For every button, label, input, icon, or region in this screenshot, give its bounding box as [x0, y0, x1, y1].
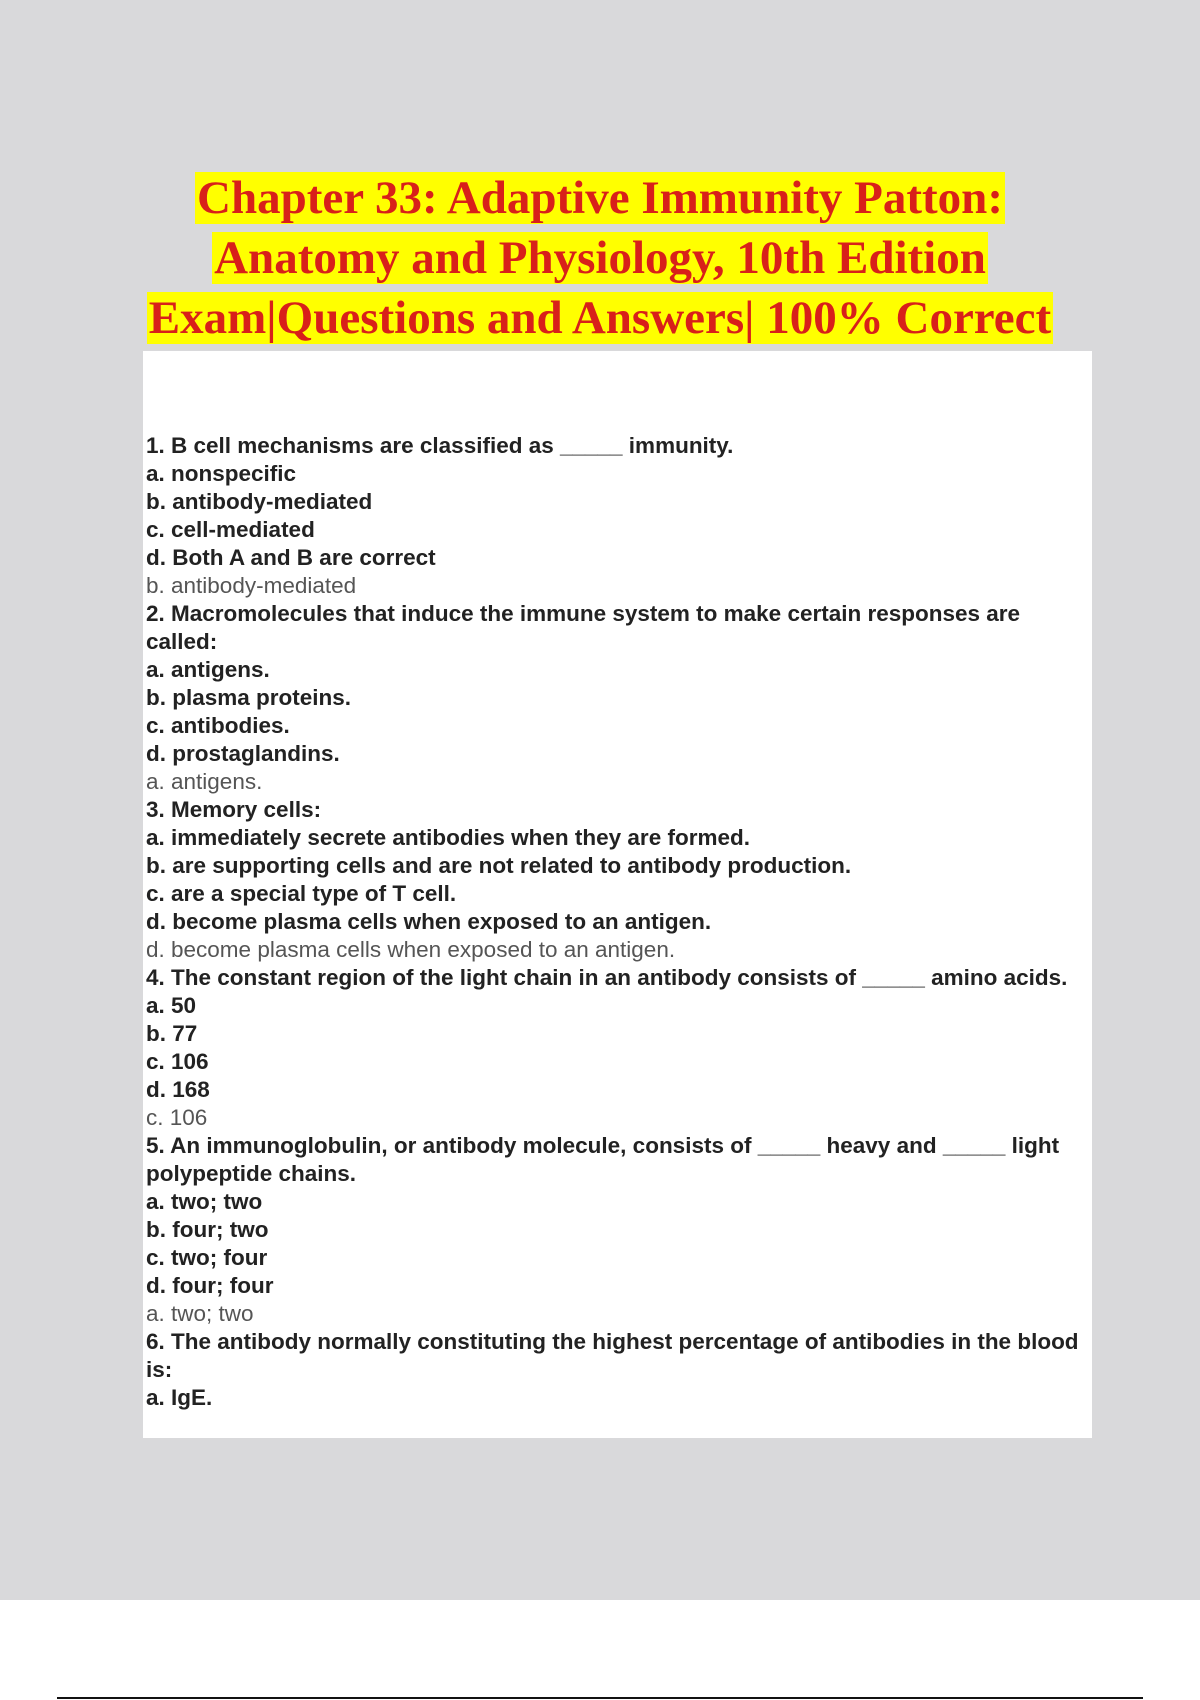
- option: a. two; two: [146, 1189, 263, 1214]
- answer: c. 106: [146, 1105, 208, 1130]
- option: c. cell-mediated: [146, 517, 315, 542]
- answer: a. antigens.: [146, 769, 263, 794]
- question-text: 1. B cell mechanisms are classified as _____ immunity.: [146, 433, 734, 458]
- option: a. antigens.: [146, 657, 270, 682]
- option: d. prostaglandins.: [146, 741, 340, 766]
- document-title: [0, 168, 1200, 348]
- option: c. 106: [146, 1049, 209, 1074]
- question-list: [146, 432, 1090, 1412]
- option: a. IgE.: [146, 1385, 213, 1410]
- option: d. four; four: [146, 1273, 274, 1298]
- option: d. Both A and B are correct: [146, 545, 436, 570]
- answer: a. two; two: [146, 1301, 254, 1326]
- option: d. become plasma cells when exposed to an antigen.: [146, 909, 712, 934]
- answer: d. become plasma cells when exposed to an antigen.: [146, 937, 676, 962]
- option: c. two; four: [146, 1245, 268, 1270]
- option: a. immediately secrete antibodies when they are formed.: [146, 825, 750, 850]
- title-line-3: Exam|Questions and Answers| 100% Correct: [148, 292, 1052, 344]
- option: d. 168: [146, 1077, 210, 1102]
- option: c. are a special type of T cell.: [146, 881, 457, 906]
- question-text: 3. Memory cells:: [146, 797, 322, 822]
- question-text: 5. An immunoglobulin, or antibody molecule, consists of _____ heavy and _____ light polypeptide chains.: [146, 1133, 1060, 1186]
- option: b. 77: [146, 1021, 198, 1046]
- option: b. are supporting cells and are not related to antibody production.: [146, 853, 852, 878]
- divider: [57, 1697, 1143, 1699]
- option: a. 50: [146, 993, 197, 1018]
- title-line-2: Anatomy and Physiology, 10th Edition: [214, 232, 986, 284]
- option: b. antibody-mediated: [146, 489, 373, 514]
- question-text: 6. The antibody normally constituting the highest percentage of antibodies in the blood is:: [146, 1329, 1079, 1382]
- question-text: 2. Macromolecules that induce the immune system to make certain responses are called:: [146, 601, 1021, 654]
- option: c. antibodies.: [146, 713, 290, 738]
- option: b. plasma proteins.: [146, 685, 352, 710]
- answer: b. antibody-mediated: [146, 573, 357, 598]
- option: a. nonspecific: [146, 461, 297, 486]
- question-text: 4. The constant region of the light chain in an antibody consists of _____ amino acids.: [146, 965, 1068, 990]
- title-line-1: Chapter 33: Adaptive Immunity Patton:: [197, 172, 1003, 224]
- option: b. four; two: [146, 1217, 269, 1242]
